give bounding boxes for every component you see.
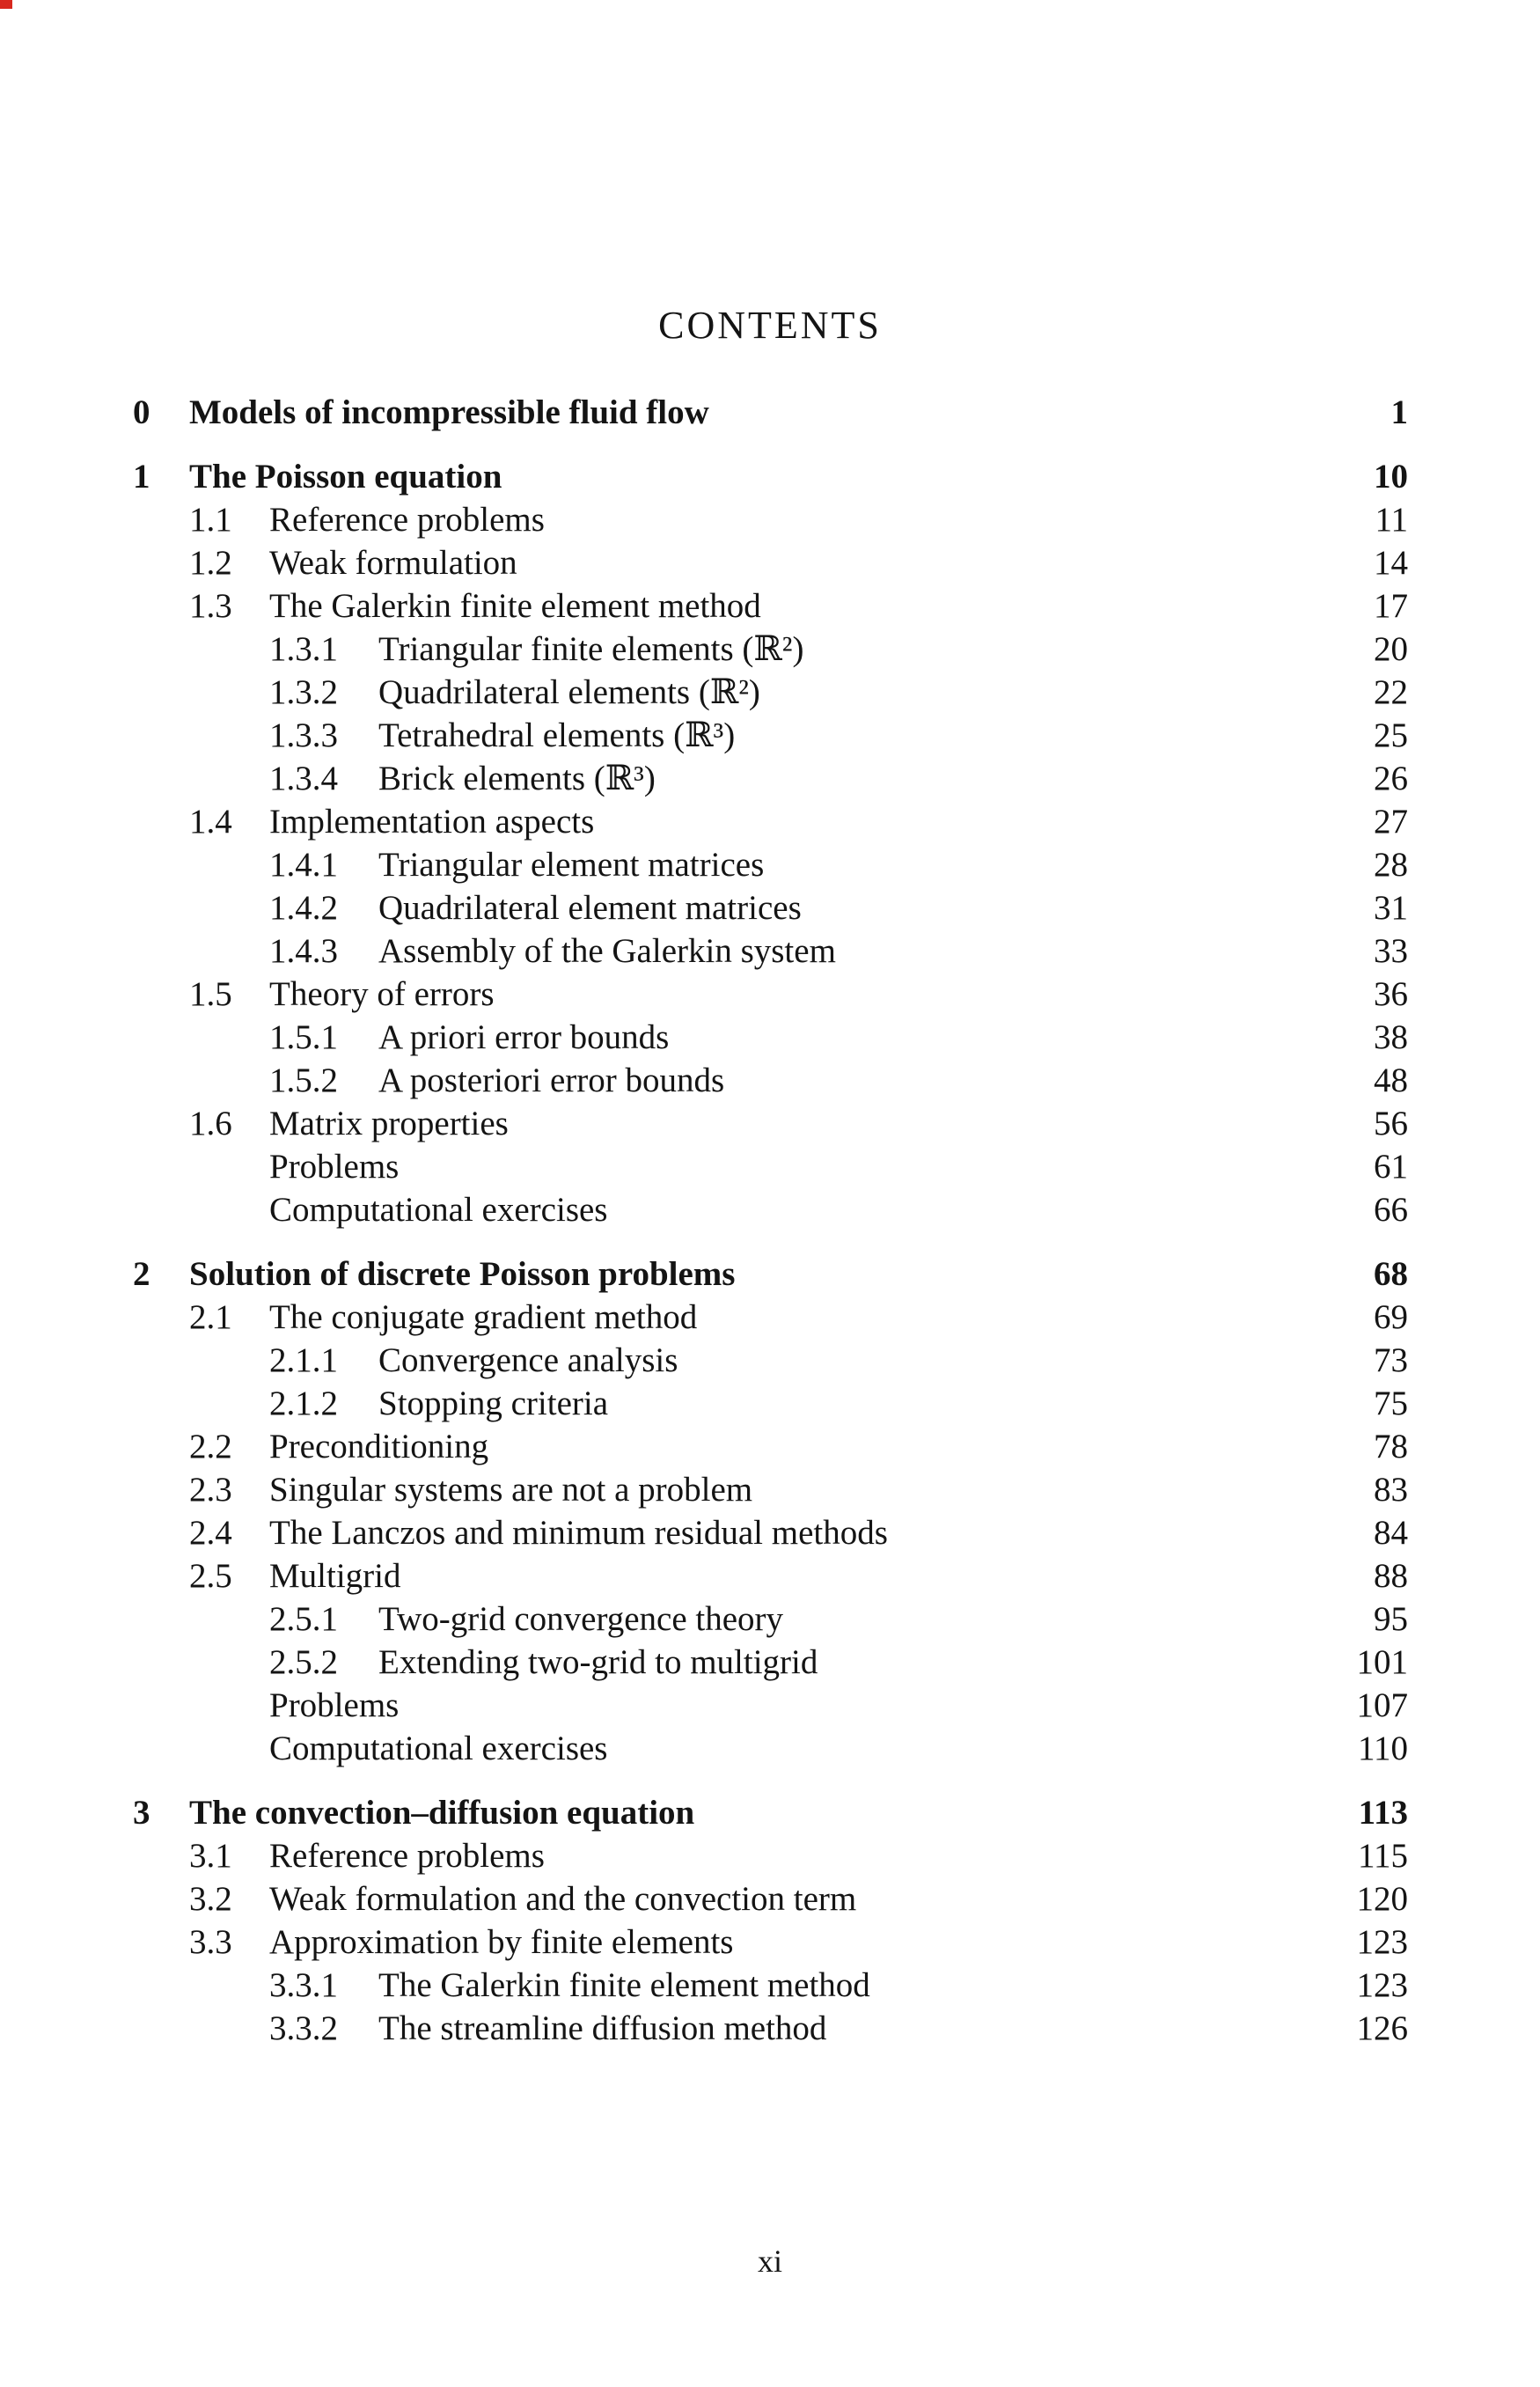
toc-entry xyxy=(133,1382,1408,1425)
entry-number: 3.3.1 xyxy=(269,1966,338,2004)
entry-number: 1.4 xyxy=(189,803,232,841)
toc-entry xyxy=(133,1252,1408,1296)
entry-page: 78 xyxy=(1374,1428,1408,1465)
toc-entry xyxy=(133,800,1408,843)
entry-title: Reference problems xyxy=(269,1837,545,1875)
entry-number: 1.3.1 xyxy=(269,630,338,668)
entry-number: 3 xyxy=(133,1794,150,1832)
toc-entry xyxy=(133,757,1408,800)
entry-number: 2.1.2 xyxy=(269,1384,338,1422)
entry-page: 11 xyxy=(1375,501,1408,539)
entry-page: 126 xyxy=(1356,2009,1408,2047)
entry-page: 75 xyxy=(1374,1384,1408,1422)
entry-page: 10 xyxy=(1374,458,1408,496)
entry-title: Stopping criteria xyxy=(378,1384,609,1422)
entry-title: The streamline diffusion method xyxy=(378,2009,827,2047)
entry-number: 1.3.4 xyxy=(269,760,338,797)
entry-page: 27 xyxy=(1374,803,1408,841)
entry-page: 69 xyxy=(1374,1298,1408,1336)
toc-entry xyxy=(133,628,1408,671)
entry-title: Models of incompressible fluid flow xyxy=(189,393,709,431)
entry-title: Problems xyxy=(269,1686,400,1724)
entry-number: 2.4 xyxy=(189,1514,232,1552)
entry-page: 31 xyxy=(1374,889,1408,927)
entry-number: 1.1 xyxy=(189,501,232,539)
entry-number: 2.5.1 xyxy=(269,1600,338,1638)
entry-page: 36 xyxy=(1374,975,1408,1013)
entry-title: Brick elements (ℝ³) xyxy=(378,760,656,797)
entry-page: 107 xyxy=(1356,1686,1408,1724)
page-number: xi xyxy=(757,2244,782,2279)
scan-artifact xyxy=(0,0,12,9)
entry-number: 1.4.2 xyxy=(269,889,338,927)
entry-title: Weak formulation and the convection term xyxy=(269,1880,857,1918)
toc-entry xyxy=(133,1059,1408,1102)
toc-entry xyxy=(133,1425,1408,1468)
entry-title: The Galerkin finite element method xyxy=(378,1966,870,2004)
toc-entry xyxy=(133,1511,1408,1554)
entry-number: 3.3 xyxy=(189,1923,232,1961)
toc-entry xyxy=(133,929,1408,973)
entry-number: 2.2 xyxy=(189,1428,232,1465)
toc-entry xyxy=(133,1339,1408,1382)
entry-title: Quadrilateral element matrices xyxy=(378,889,802,927)
entry-title: Weak formulation xyxy=(269,544,517,582)
entry-number: 1.5.2 xyxy=(269,1061,338,1099)
entry-page: 48 xyxy=(1374,1061,1408,1099)
entry-number: 2.5.2 xyxy=(269,1643,338,1681)
toc-entry xyxy=(133,2007,1408,2050)
entry-page: 113 xyxy=(1358,1794,1408,1832)
toc-entry xyxy=(133,1016,1408,1059)
entry-title: Implementation aspects xyxy=(269,803,595,841)
entry-page: 88 xyxy=(1374,1557,1408,1595)
entry-page: 73 xyxy=(1374,1341,1408,1379)
entry-title: The Galerkin finite element method xyxy=(269,587,761,625)
toc-entry xyxy=(133,1554,1408,1597)
toc-entry xyxy=(133,714,1408,757)
entry-number: 1.3.3 xyxy=(269,716,338,754)
entry-page: 68 xyxy=(1374,1255,1408,1293)
toc-entry xyxy=(133,1145,1408,1188)
toc-entry xyxy=(133,455,1408,498)
entry-title: Approximation by finite elements xyxy=(269,1923,734,1961)
entry-title: Extending two-grid to multigrid xyxy=(378,1643,818,1681)
entry-number: 3.3.2 xyxy=(269,2009,338,2047)
toc-entry xyxy=(133,1296,1408,1339)
entry-page: 115 xyxy=(1357,1837,1408,1875)
toc-entry xyxy=(133,1188,1408,1231)
entry-title: Triangular finite elements (ℝ²) xyxy=(378,630,804,668)
entry-title: Matrix properties xyxy=(269,1105,509,1142)
toc-entry xyxy=(133,843,1408,886)
entry-title: Quadrilateral elements (ℝ²) xyxy=(378,673,760,711)
entry-page: 66 xyxy=(1374,1191,1408,1229)
entry-number: 1.4.3 xyxy=(269,932,338,970)
entry-number: 1.3.2 xyxy=(269,673,338,711)
entry-number: 2.1 xyxy=(189,1298,232,1336)
entry-title: The Poisson equation xyxy=(189,458,502,496)
page-title: CONTENTS xyxy=(658,304,882,347)
entry-title: Convergence analysis xyxy=(378,1341,678,1379)
entry-number: 2 xyxy=(133,1255,150,1293)
entry-title: Computational exercises xyxy=(269,1191,608,1229)
entry-number: 2.3 xyxy=(189,1471,232,1509)
entry-page: 38 xyxy=(1374,1018,1408,1056)
entry-title: Theory of errors xyxy=(269,975,495,1013)
entry-number: 1.2 xyxy=(189,544,232,582)
entry-page: 22 xyxy=(1374,673,1408,711)
entry-title: Multigrid xyxy=(269,1557,401,1595)
entry-number: 1.5 xyxy=(189,975,232,1013)
entry-number: 1.3 xyxy=(189,587,232,625)
entry-page: 83 xyxy=(1374,1471,1408,1509)
entry-title: Solution of discrete Poisson problems xyxy=(189,1255,736,1293)
entry-number: 2.1.1 xyxy=(269,1341,338,1379)
entry-page: 33 xyxy=(1374,932,1408,970)
toc-entry xyxy=(133,1877,1408,1921)
toc-entry xyxy=(133,391,1408,434)
entry-number: 1.5.1 xyxy=(269,1018,338,1056)
entry-page: 120 xyxy=(1356,1880,1408,1918)
entry-title: Reference problems xyxy=(269,501,545,539)
entry-page: 25 xyxy=(1374,716,1408,754)
entry-number: 2.5 xyxy=(189,1557,232,1595)
entry-number: 3.2 xyxy=(189,1880,232,1918)
entry-page: 123 xyxy=(1356,1923,1408,1961)
toc-entry xyxy=(133,1964,1408,2007)
entry-title: A posteriori error bounds xyxy=(378,1061,725,1099)
toc-entry xyxy=(133,541,1408,584)
toc-entry xyxy=(133,584,1408,628)
entry-title: Preconditioning xyxy=(269,1428,489,1465)
toc-entry xyxy=(133,1727,1408,1770)
entry-number: 1 xyxy=(133,458,150,496)
toc-entry xyxy=(133,886,1408,929)
entry-title: Tetrahedral elements (ℝ³) xyxy=(378,716,736,754)
entry-title: Assembly of the Galerkin system xyxy=(378,932,836,970)
toc-entry xyxy=(133,671,1408,714)
entry-page: 56 xyxy=(1374,1105,1408,1142)
entry-page: 84 xyxy=(1374,1514,1408,1552)
entry-page: 101 xyxy=(1356,1643,1408,1681)
entry-page: 28 xyxy=(1374,846,1408,884)
entry-page: 110 xyxy=(1357,1730,1408,1767)
entry-page: 1 xyxy=(1390,393,1408,431)
entry-title: Singular systems are not a problem xyxy=(269,1471,753,1509)
toc-entry xyxy=(133,1641,1408,1684)
entry-title: The Lanczos and minimum residual methods xyxy=(269,1514,888,1552)
entry-title: The convection–diffusion equation xyxy=(189,1794,695,1832)
toc-entry xyxy=(133,1102,1408,1145)
toc-entry xyxy=(133,1921,1408,1964)
entry-page: 123 xyxy=(1356,1966,1408,2004)
entry-page: 17 xyxy=(1374,587,1408,625)
entry-page: 95 xyxy=(1374,1600,1408,1638)
toc-entry xyxy=(133,1834,1408,1877)
entry-title: Problems xyxy=(269,1148,400,1186)
toc-entry xyxy=(133,973,1408,1016)
entry-page: 61 xyxy=(1374,1148,1408,1186)
toc-entry xyxy=(133,498,1408,541)
toc-entry xyxy=(133,1468,1408,1511)
toc-entry xyxy=(133,1791,1408,1834)
entry-title: The conjugate gradient method xyxy=(269,1298,698,1336)
entry-title: Two-grid convergence theory xyxy=(378,1600,784,1638)
entry-number: 0 xyxy=(133,393,150,431)
entry-page: 20 xyxy=(1374,630,1408,668)
entry-page: 14 xyxy=(1374,544,1408,582)
entry-page: 26 xyxy=(1374,760,1408,797)
entry-number: 1.4.1 xyxy=(269,846,338,884)
toc-entry xyxy=(133,1684,1408,1727)
toc-entry xyxy=(133,1597,1408,1641)
toc-list xyxy=(133,391,1408,2050)
entry-number: 1.6 xyxy=(189,1105,232,1142)
entry-title: A priori error bounds xyxy=(378,1018,670,1056)
entry-title: Triangular element matrices xyxy=(378,846,765,884)
entry-number: 3.1 xyxy=(189,1837,232,1875)
entry-title: Computational exercises xyxy=(269,1730,608,1767)
